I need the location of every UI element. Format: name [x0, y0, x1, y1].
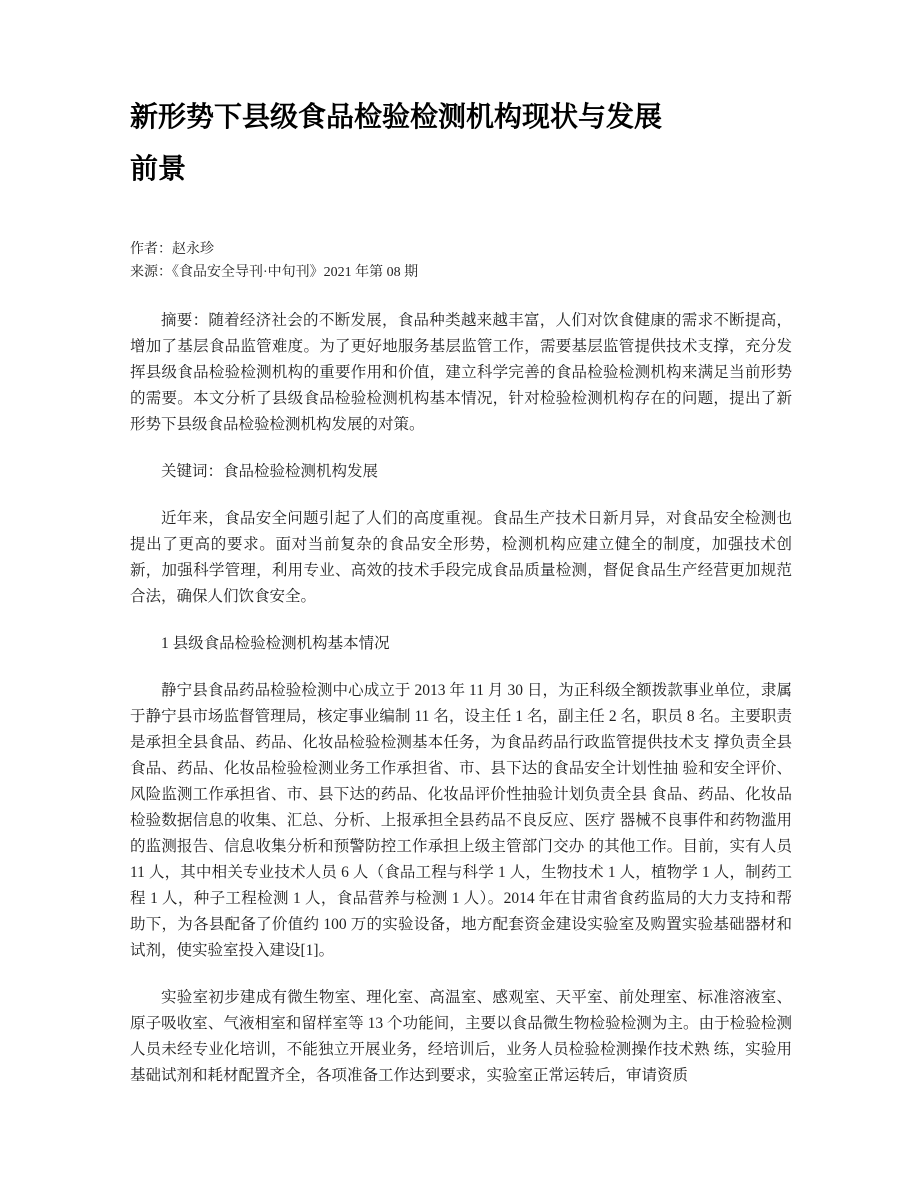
institution-overview-paragraph: 静宁县食品药品检验检测中心成立于 2013 年 11 月 30 日，为正科级全额拨款事业单位，隶属于静宁县市场监督管理局，核定事业编制 11 名，设主任 1 名，副主任 2 名，职员 8 名。主要职责是承担全县食品、药品、化妆品检验检测基本任务，为食品药品行政监管提供技术支 撑负责全县食品、药品、化妆品检验检测业务工作承担省、市、县下达的食品安全计划性抽 验和安全评价、风险监测工作承担省、市、县下达的药品、化妆品评价性抽验计划负责全县 食品、药品、化妆品检验数据信息的收集、汇总、分析、上报承担全县药品不良反应、医疗 器械不良事件和药物滥用的监测报告、信息收集分析和预警防控工作承担上级主管部门交办 的其他工作。目前，实有人员 11 人，其中相关专业技术人员 6 人（食品工程与科学 1 人，生物技术 1 人，植物学 1 人，制药工程 1 人，种子工程检测 1 人，食品营养与检测 1 人）。2014 年在甘肃省食药监局的大力支持和帮助下，为各县配备了价值约 100 万的实验设备，地方配套资金建设实验室及购置实验基础器材和试剂，使实验室投入建设[1]。 — [130, 682, 792, 959]
abstract-paragraph: 摘要：随着经济社会的不断发展，食品种类越来越丰富，人们对饮食健康的需求不断提高，增加了基层食品监管难度。为了更好地服务基层监管工作，需要基层监管提供技术支撑，充分发挥县级食品检验检测机构的重要作用和价值，建立科学完善的食品检验检测机构来满足当前形势的需要。本文分析了县级食品检验检测机构基本情况，针对检验检测机构存在的问题，提出了新形势下县级食品检验检测机构发展的对策。 — [130, 312, 792, 433]
document-title: 新形势下县级食品检验检测机构现状与发展前景 — [130, 102, 663, 185]
source-line: 来源：《食品安全导刊·中旬刊》2021 年第 08 期 — [130, 265, 419, 280]
author-line: 作者：赵永珍 — [130, 242, 214, 257]
intro-paragraph: 近年来，食品安全问题引起了人们的高度重视。食品生产技术日新月异，对食品安全检测也提出了更高的要求。面对当前复杂的食品安全形势，检测机构应建立健全的制度，加强技术创新，加强科学管理，利用专业、高效的技术手段完成食品质量检测，督促食品生产经营更加规范合法，确保人们饮食安全。 — [130, 510, 792, 605]
laboratory-paragraph: 实验室初步建成有微生物室、理化室、高温室、感观室、天平室、前处理室、标准溶液室、原子吸收室、气液相室和留样室等 13 个功能间，主要以食品微生物检验检测为主。由于检验检测人员未经专业化培训，不能独立开展业务，经培训后，业务人员检验检测操作技术熟 练，实验用基础试剂和耗材配置齐全，各项准备工作达到要求，实验室正常运转后，审请资质 — [130, 989, 792, 1084]
document-body — [130, 308, 792, 1089]
keywords-paragraph: 关键词：食品检验检测机构发展 — [161, 463, 379, 480]
byline — [130, 238, 792, 284]
section-heading-1: 1 县级食品检验检测机构基本情况 — [161, 635, 390, 652]
